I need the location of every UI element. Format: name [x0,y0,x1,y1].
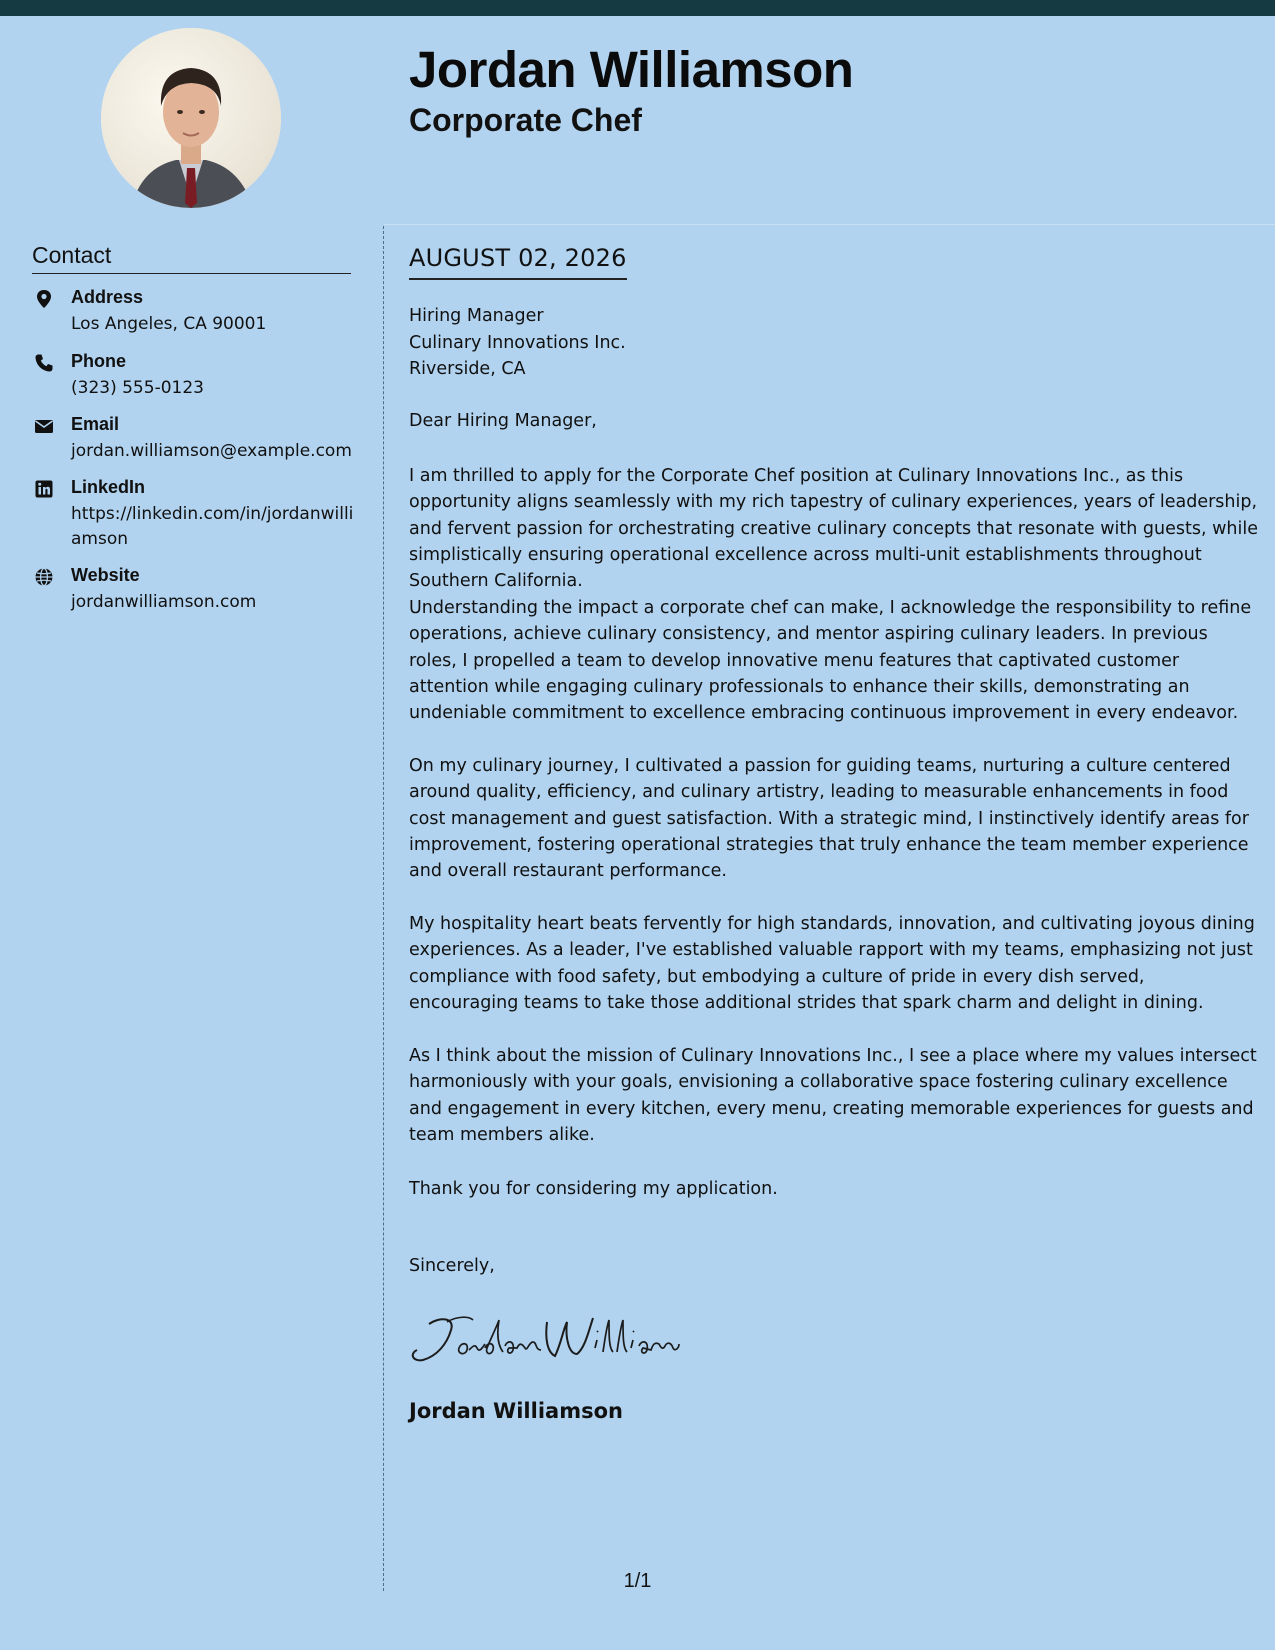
contact-label: LinkedIn [71,477,146,497]
column-divider [383,226,384,1591]
contact-value[interactable]: https://linkedin.com/in/jordanwilliamson [71,504,354,549]
contact-label: Website [71,565,140,585]
candidate-title: Corporate Chef [409,102,642,138]
top-accent-bar [0,0,1275,16]
contact-value[interactable]: jordanwilliamson.com [71,592,257,612]
body-paragraph: Understanding the impact a corporate chef can make, I acknowledge the responsibility to refine operations, achieve culinary consistency, and mentor aspiring culinary leaders. In previous roles, I propelled a team to develop innovative menu features that captivated customer attention while engaging culinary professionals to enhance their skills, demonstrating an undeniable commitment to excellence embracing continuous improvement in every endeavor. [409,598,1252,724]
contact-label: Address [71,287,144,307]
map-pin-icon [34,289,54,309]
candidate-name: Jordan Williamson [409,41,854,98]
profile-photo [101,28,281,208]
contact-label: Email [71,414,120,434]
envelope-icon [34,416,54,436]
recipient-block [409,303,626,383]
page-number: 1/1 [623,1570,652,1592]
recipient-line: Culinary Innovations Inc. [409,332,626,353]
contact-value: Los Angeles, CA 90001 [71,314,267,334]
header-divider [384,224,1275,225]
body-paragraph: My hospitality heart beats fervently for high standards, innovation, and cultivating joyous dining experiences. As a leader, I've established valuable rapport with my teams, emphasizing not just compliance with food safety, but embodying a culture of pride in every dish served, encouraging teams to take those additional strides that spark charm and delight in dining. [409,914,1255,1013]
contact-heading: Contact [32,242,351,274]
recipient-line: Hiring Manager [409,306,544,326]
handwritten-signature [407,1308,687,1368]
salutation: Dear Hiring Manager, [409,411,597,431]
body-paragraph: I am thrilled to apply for the Corporate Chef position at Culinary Innovations Inc., as this opportunity aligns seamlessly with my rich tapestry of culinary experiences, years of leadership, and fervent passion for orchestrating creative culinary concepts that resonate with guests, while simplistically ensuring operational excellence across multi-unit establishments throughout Southern California. [409,466,1258,592]
body-paragraph: On my culinary journey, I cultivated a passion for guiding teams, nurturing a culture centered around quality, efficiency, and culinary artistry, leading to measurable enhancements in food cost management and guest satisfaction. With a strategic mind, I instinctively identify areas for improvement, fostering operational strategies that truly enhance the team member experience and overall restaurant performance. [409,756,1249,882]
signer-name: Jordan Williamson [409,1399,623,1423]
phone-icon [34,353,54,373]
contact-value[interactable]: jordan.williamson@example.com [71,441,352,461]
recipient-line: Riverside, CA [409,359,526,379]
letter-date: AUGUST 02, 2026 [409,244,627,280]
globe-icon [34,567,54,587]
contact-label: Phone [71,351,127,371]
body-paragraph: As I think about the mission of Culinary Innovations Inc., I see a place where my values intersect harmoniously with your goals, envisioning a collaborative space fostering culinary excellence and engagement in every kitchen, every menu, creating memorable experiences for guests and team members alike. [409,1046,1257,1145]
linkedin-icon [34,479,54,499]
closing: Sincerely, [409,1256,495,1276]
body-paragraph: Thank you for considering my application. [409,1179,778,1199]
contact-value: (323) 555-0123 [71,378,204,398]
